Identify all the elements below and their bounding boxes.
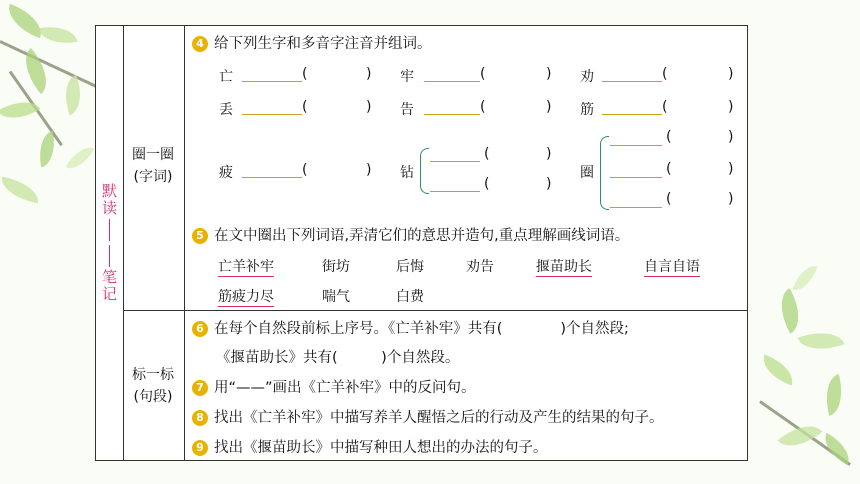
brace-bracket xyxy=(420,148,429,194)
section-label-title: 圈一圈 xyxy=(132,147,174,163)
pinyin-blank[interactable] xyxy=(610,164,662,178)
word: 喘气 xyxy=(322,289,350,305)
paren-open: ( xyxy=(302,162,308,178)
pinyin-blank[interactable] xyxy=(602,66,662,82)
pinyin-blank[interactable] xyxy=(242,66,302,82)
question-5 xyxy=(192,224,629,245)
paren-open: ( xyxy=(302,99,308,115)
char-gao: 告 xyxy=(400,102,414,118)
word-underlined: 筋疲力尽 xyxy=(218,286,274,307)
word-underlined: 自言自语 xyxy=(644,256,700,277)
question-6-line-2: 《揠苗助长》共有( )个自然段。 xyxy=(216,350,460,366)
word: 后悔 xyxy=(396,259,424,275)
paren-open: ( xyxy=(666,191,672,207)
word: 白费 xyxy=(396,289,424,305)
paren-close: ) xyxy=(366,99,372,115)
paren-close: ) xyxy=(366,66,372,82)
char-quan: 劝 xyxy=(580,69,594,85)
paren-close: ) xyxy=(728,129,734,145)
pinyin-blank[interactable] xyxy=(610,132,662,146)
question-4 xyxy=(192,32,432,53)
section-label-sub: (字词) xyxy=(133,169,173,185)
word: 街坊 xyxy=(322,259,350,275)
question-6 xyxy=(192,317,629,338)
question-8 xyxy=(192,406,664,427)
question-7 xyxy=(192,376,476,397)
side-label-char: 笔 xyxy=(101,268,117,286)
paren-close: ) xyxy=(728,161,734,177)
paren-open: ( xyxy=(484,176,490,192)
word-underlined: 亡羊补牢 xyxy=(218,256,274,277)
question-number-badge: 8 xyxy=(192,410,208,426)
paren-close: ) xyxy=(546,146,552,162)
question-number-badge: 9 xyxy=(192,440,208,456)
paren-open: ( xyxy=(666,129,672,145)
paren-close: ) xyxy=(366,162,372,178)
question-text: 在文中圈出下列词语,弄清它们的意思并造句,重点理解画线词语。 xyxy=(214,228,630,244)
question-number-badge: 5 xyxy=(192,228,208,244)
question-text: 给下列生字和多音字注音并组词。 xyxy=(214,36,432,52)
paren-close: ) xyxy=(546,176,552,192)
pinyin-blank[interactable] xyxy=(602,99,662,115)
paren-close: ) xyxy=(728,191,734,207)
side-label-reading-notes xyxy=(96,26,123,460)
paren-open: ( xyxy=(662,66,668,82)
char-pi: 疲 xyxy=(219,165,233,181)
word: 劝告 xyxy=(466,259,494,275)
side-label-char: 读 xyxy=(101,199,117,217)
question-text: 用“——”画出《亡羊补牢》中的反问句。 xyxy=(214,380,476,396)
paren-open: ( xyxy=(480,99,486,115)
pinyin-blank[interactable] xyxy=(430,148,480,162)
paren-close: ) xyxy=(546,99,552,115)
section-label-title: 标一标 xyxy=(132,367,174,383)
brace-bracket xyxy=(600,136,609,210)
question-number-badge: 7 xyxy=(192,380,208,396)
char-diu: 丢 xyxy=(219,102,233,118)
paren-open: ( xyxy=(662,99,668,115)
side-label-char: 默 xyxy=(101,182,117,200)
paren-open: ( xyxy=(302,66,308,82)
question-9 xyxy=(192,436,548,457)
char-quan-circle: 圈 xyxy=(580,165,594,181)
paren-close: ) xyxy=(546,66,552,82)
side-label-bar xyxy=(109,245,111,267)
paren-open: ( xyxy=(666,161,672,177)
question-number-badge: 4 xyxy=(192,36,208,52)
section-label-sub: (句段) xyxy=(133,389,173,405)
section-label-sentences xyxy=(124,364,182,408)
worksheet-table xyxy=(95,25,748,461)
paren-close: ) xyxy=(728,66,734,82)
question-text: 找出《揠苗助长》中描写种田人想出的办法的句子。 xyxy=(214,440,548,456)
paren-open: ( xyxy=(480,66,486,82)
char-jin: 筋 xyxy=(580,102,594,118)
pinyin-blank[interactable] xyxy=(610,194,662,208)
pinyin-blank[interactable] xyxy=(242,162,302,178)
side-label-bar xyxy=(109,219,111,241)
question-number-badge: 6 xyxy=(192,321,208,337)
char-zuan: 钻 xyxy=(400,165,414,181)
word-underlined: 揠苗助长 xyxy=(536,256,592,277)
pinyin-blank[interactable] xyxy=(242,99,302,115)
paren-open: ( xyxy=(484,146,490,162)
question-text: 在每个自然段前标上序号。《亡羊补牢》共有( )个自然段; xyxy=(214,321,629,337)
paren-close: ) xyxy=(728,99,734,115)
char-wang: 亡 xyxy=(219,69,233,85)
pinyin-blank[interactable] xyxy=(424,66,480,82)
char-lao: 牢 xyxy=(400,69,414,85)
pinyin-blank[interactable] xyxy=(430,178,480,192)
section-label-words xyxy=(124,144,182,188)
question-text: 找出《亡羊补牢》中描写养羊人醒悟之后的行动及产生的结果的句子。 xyxy=(214,410,664,426)
pinyin-blank[interactable] xyxy=(424,99,480,115)
side-label-char: 记 xyxy=(101,285,117,303)
